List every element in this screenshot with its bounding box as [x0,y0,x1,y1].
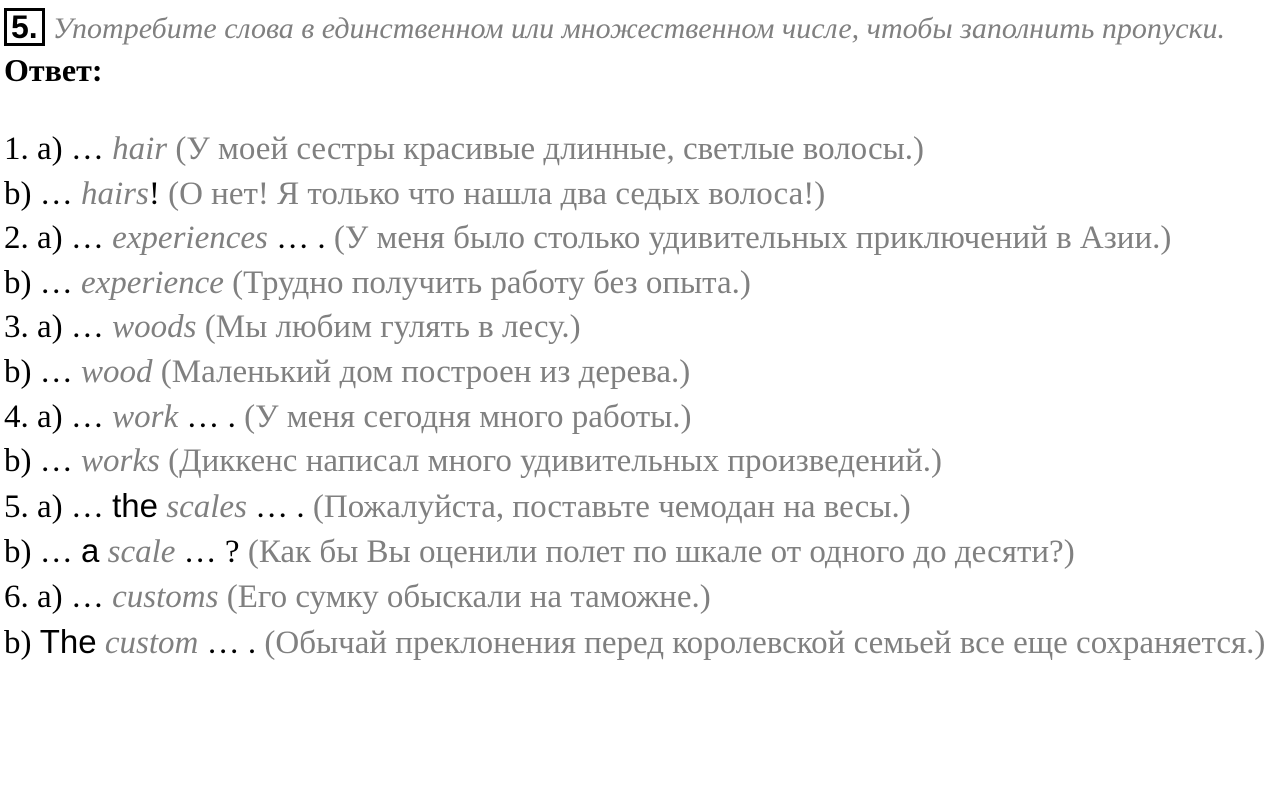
answer-translation: (Маленький дом построен из дерева.) [160,353,691,390]
answer-line [4,395,1270,440]
answer-trail: … . [255,488,305,525]
task-instruction: Употребите слова в единственном или множественном числе, чтобы заполнить пропуски. [52,12,1226,45]
answer-prefix: 3. a) … [4,309,104,346]
task-header [4,8,1234,49]
answer-line [4,439,1270,484]
answer-translation: (У меня сегодня много работы.) [244,398,692,435]
answer-trail: … ? [183,534,240,571]
answer-word: hairs [81,175,149,212]
answer-line [4,575,1270,620]
answer-line [4,261,1270,306]
answer-prefix: b) [4,624,32,661]
answer-translation: (У моей сестры красивые длинные, светлые волосы.) [175,131,925,167]
answer-line [4,127,1270,172]
answer-prefix: 4. a) … [4,398,104,435]
answer-prefix: 1. a) … [4,131,104,167]
answer-translation: (У меня было столько удивительных приключений в Азии.) [333,220,1172,257]
answer-line [4,350,1270,395]
answer-article: the [112,486,159,524]
answer-line [4,529,1270,575]
answer-trail: … . [186,398,236,435]
answer-translation: (О нет! Я только что нашла два седых волоса!) [168,175,826,212]
answer-prefix: b) … [4,264,73,301]
answer-prefix: b) … [4,353,73,390]
answer-translation: (Обычай преклонения перед королевской семьей все еще сохраняется.) [264,624,1266,661]
answer-word: experience [81,264,224,301]
answer-translation: (Его сумку обыскали на таможне.) [226,578,711,615]
answer-line [4,172,1270,217]
answer-article: The [39,622,97,660]
answer-word: works [81,443,160,480]
answer-trail: … . [206,624,257,661]
answer-translation: (Трудно получить работу без опыта.) [232,264,751,301]
task-number: 5. [4,8,45,46]
answer-prefix: b) … [4,534,73,571]
answer-list [4,127,1270,665]
answer-line [4,484,1270,530]
answer-word: scales [166,488,247,525]
answer-translation: (Как бы Вы оценили полет по шкале от одного до десяти?) [247,534,1075,571]
answer-heading: Ответ: [4,52,103,88]
answer-prefix: 5. a) … [4,488,104,525]
answer-translation: (Мы любим гулять в лесу.) [204,309,581,346]
answer-word: woods [112,309,197,346]
answer-prefix: 2. a) … [4,220,104,257]
answer-word: scale [107,534,176,571]
answer-word: work [112,398,179,435]
answer-translation: (Диккенс написал много удивительных произведений.) [168,443,942,480]
answer-word: custom [104,624,199,661]
answer-prefix: b) … [4,175,73,212]
answer-trail: ! [148,175,160,212]
answer-word: experiences [112,220,268,257]
answer-line [4,620,1270,666]
answer-prefix: b) … [4,443,73,480]
answer-line [4,305,1270,350]
answer-article: a [81,532,100,570]
answer-prefix: 6. a) … [4,578,104,615]
answer-translation: (Пожалуйста, поставьте чемодан на весы.) [312,488,911,525]
answer-word: wood [81,353,153,390]
answer-trail: … . [276,220,326,257]
answer-word: customs [112,578,219,615]
answer-word: hair [112,131,168,167]
answer-line [4,216,1270,261]
